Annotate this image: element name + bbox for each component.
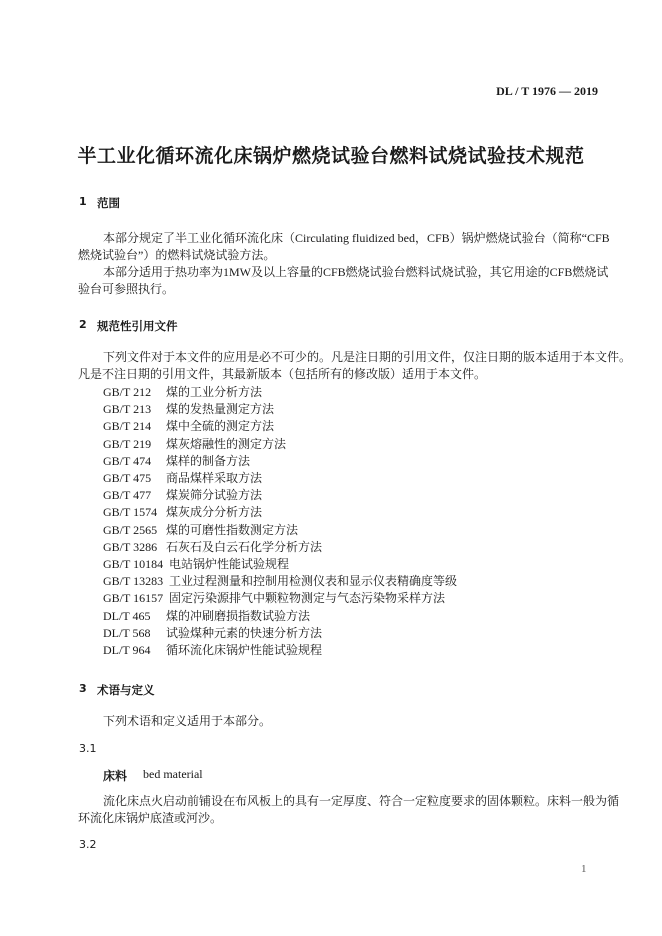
reference-code: GB/T 10184	[103, 557, 164, 571]
section-3-number: 3	[79, 682, 87, 695]
reference-code: DL/T 964	[103, 643, 151, 657]
reference-title: 煤灰成分分析方法	[166, 505, 263, 520]
section-1-number: 1	[79, 195, 87, 208]
reference-title: 煤的冲刷磨损指数试验方法	[166, 608, 311, 623]
section-3-title: 术语与定义	[97, 683, 155, 697]
section-1-title: 范围	[97, 196, 120, 210]
reference-title: 煤炭筛分试验方法	[166, 488, 263, 503]
page-number: 1	[581, 863, 587, 875]
section-1-para-2-line-1: 本部分适用于热功率为1MW及以上容量的CFB燃烧试验台燃料试烧试验，其它用途的CFB燃烧试	[103, 265, 609, 279]
reference-code: GB/T 477	[103, 488, 152, 503]
reference-code: GB/T 474	[103, 453, 152, 468]
reference-title: 煤的工业分析方法	[166, 385, 263, 399]
section-1-para-1-line-1: 本部分规定了半工业化循环流化床（Circulating fluidized bed，CFB）锅炉燃烧试验台（简称“CFB	[103, 231, 610, 245]
term-3-1-name-en: bed material	[143, 767, 203, 781]
reference-code: GB/T 212	[103, 385, 152, 399]
reference-code: DL/T 568	[103, 625, 151, 640]
reference-code: GB/T 13283	[103, 574, 164, 589]
reference-code: GB/T 475	[103, 471, 152, 485]
reference-title: 煤中全硫的测定方法	[166, 419, 275, 434]
reference-code: DL/T 465	[103, 608, 151, 623]
reference-code: GB/T 2565	[103, 522, 158, 537]
reference-title: 循环流化床锅炉性能试验规程	[166, 643, 323, 657]
reference-title: 煤样的制备方法	[166, 453, 251, 468]
section-2-intro-line-2: 凡是不注日期的引用文件，其最新版本（包括所有的修改版）适用于本文件。	[78, 367, 487, 381]
reference-title: 石灰石及白云石化学分析方法	[166, 539, 323, 554]
section-1-para-2-line-2: 验台可参照执行。	[78, 282, 175, 296]
section-3-intro: 下列术语和定义适用于本部分。	[103, 714, 272, 728]
reference-title: 煤的可磨性指数测定方法	[166, 522, 299, 537]
reference-title: 工业过程测量和控制用检测仪表和显示仪表精确度等级	[169, 574, 458, 589]
reference-title: 煤的发热量测定方法	[166, 402, 275, 417]
reference-code: GB/T 214	[103, 419, 152, 434]
reference-code: GB/T 3286	[103, 539, 158, 554]
reference-code: GB/T 213	[103, 402, 152, 417]
reference-title: 煤灰熔融性的测定方法	[166, 436, 287, 451]
section-1-para-1-line-2: 燃烧试验台”）的燃料试烧试验方法。	[78, 248, 276, 262]
term-3-1-name-cn: 床料	[103, 769, 128, 783]
reference-title: 试验煤种元素的快速分析方法	[166, 625, 323, 640]
section-2-intro-line-1: 下列文件对于本文件的应用是必不可少的。凡是注日期的引用文件，仅注日期的版本适用于本文件。	[103, 350, 632, 364]
reference-title: 固定污染源排气中颗粒物测定与气态污染物采样方法	[169, 591, 446, 606]
term-3-1-number: 3.1	[79, 742, 97, 755]
term-3-2-number: 3.2	[79, 838, 97, 851]
term-3-1-definition-line-2: 环流化床锅炉底渣或河沙。	[78, 811, 223, 825]
reference-code: GB/T 16157	[103, 591, 164, 606]
section-2-title: 规范性引用文件	[97, 319, 178, 333]
term-3-1-definition-line-1: 流化床点火启动前铺设在布风板上的具有一定厚度、符合一定粒度要求的固体颗粒。床料一般为循	[103, 794, 620, 808]
reference-title: 商品煤样采取方法	[166, 471, 263, 485]
standard-number: DL / T 1976 — 2019	[496, 84, 598, 98]
section-2-number: 2	[79, 318, 87, 331]
reference-code: GB/T 219	[103, 436, 152, 451]
reference-code: GB/T 1574	[103, 505, 158, 520]
reference-title: 电站锅炉性能试验规程	[169, 557, 290, 571]
document-title: 半工业化循环流化床锅炉燃烧试验台燃料试烧试验技术规范	[77, 145, 585, 167]
